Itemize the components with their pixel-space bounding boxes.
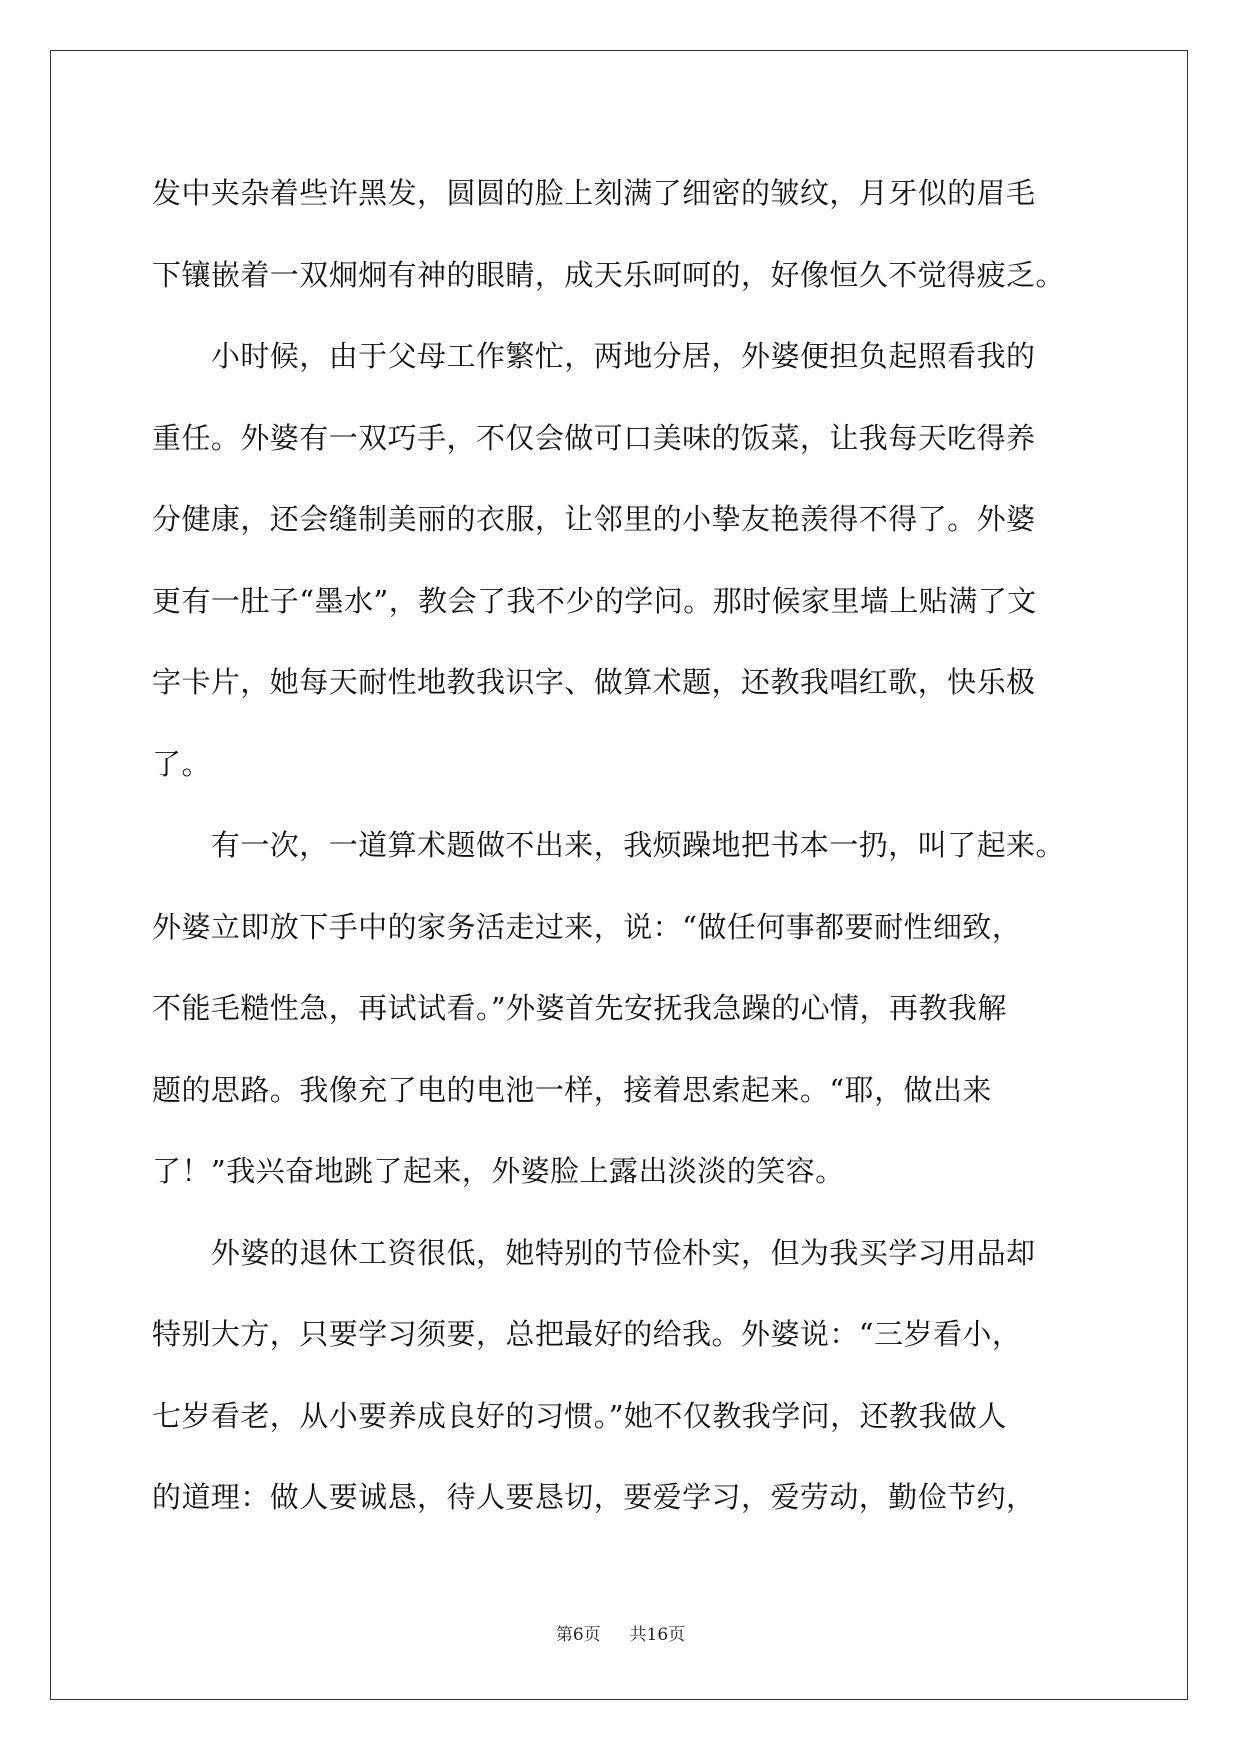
text-line: 下镶嵌着一双炯炯有神的眼睛，成天乐呵呵的，好像恒久不觉得疲乏。: [152, 257, 1065, 292]
page-number: 第6页: [555, 1625, 601, 1645]
text-line: 发中夹杂着些许黑发，圆圆的脸上刻满了细密的皱纹，月牙似的眉毛: [152, 176, 1036, 210]
text-line: 外婆的退休工资很低，她特别的节俭朴实，但为我买学习用品却: [152, 1235, 1036, 1270]
text-line: 特别大方，只要学习须要，总把最好的给我。外婆说：“三岁看小，: [152, 1317, 1022, 1351]
text-line: 重任。外婆有一双巧手，不仅会做可口美味的饭菜，让我每天吃得养: [152, 420, 1036, 455]
total-pages: 共16页: [629, 1625, 686, 1645]
text-line: 分健康，还会缝制美丽的衣服，让邻里的小挚友艳羡得不得了。外婆: [152, 502, 1036, 536]
document-body: [152, 163, 1092, 1549]
text-line: 小时候，由于父母工作繁忙，两地分居，外婆便担负起照看我的: [152, 339, 1036, 373]
text-line: 七岁看老，从小要养成良好的习惯。”她不仅教我学问，还教我做人: [152, 1398, 1007, 1433]
text-line: 不能毛糙性急，再试试看。”外婆首先安抚我急躁的心情，再教我解: [152, 991, 1007, 1025]
text-line: 更有一肚子“墨水”，教会了我不少的学问。那时候家里墙上贴满了文: [152, 583, 1037, 618]
text-line: 有一次，一道算术题做不出来，我烦躁地把书本一扔，叫了起来。: [152, 828, 1065, 862]
text-line: 外婆立即放下手中的家务活走过来，说：“做任何事都要耐性细致，: [152, 909, 1022, 944]
page-footer: [0, 1620, 1241, 1645]
text-line: 了。: [152, 746, 211, 781]
text-line: 字卡片，她每天耐性地教我识字、做算术题，还教我唱红歌，快乐极: [152, 665, 1036, 699]
text-line: 题的思路。我像充了电的电池一样，接着思索起来。“耶，做出来: [152, 1072, 992, 1107]
text-line: 的道理：做人要诚恳，待人要恳切，要爱学习，爱劳动，勤俭节约，: [152, 1480, 1036, 1514]
text-line: 了！”我兴奋地跳了起来，外婆脸上露出淡淡的笑容。: [152, 1154, 845, 1188]
